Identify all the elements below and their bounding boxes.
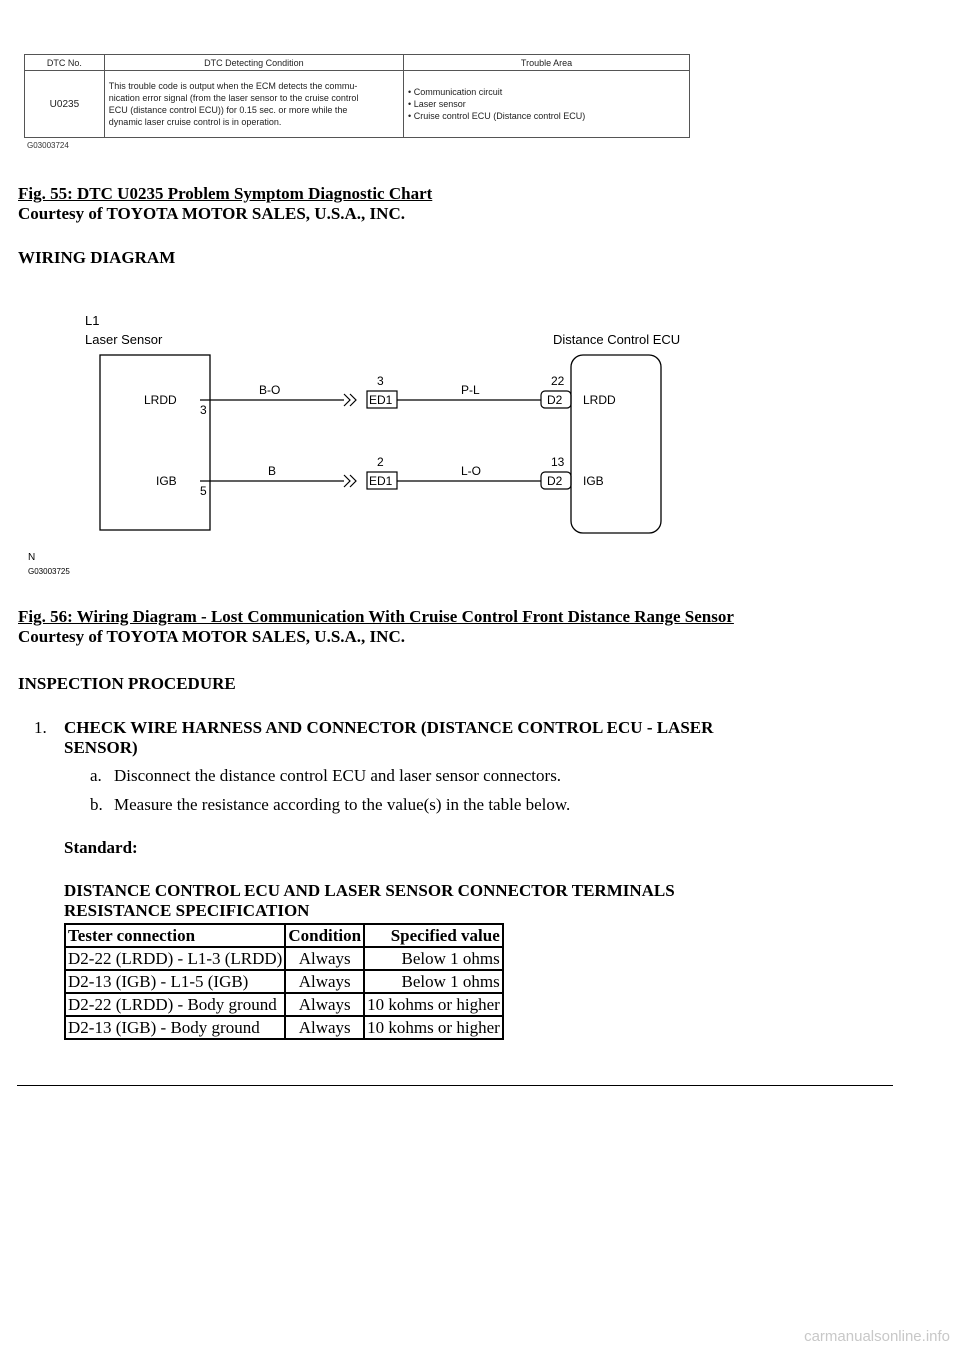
ecu-terminal-igb: IGB xyxy=(583,474,604,488)
d2-connector-label: D2 xyxy=(547,393,563,407)
substep-text-b: Measure the resistance according to the value(s) in the table below. xyxy=(114,795,571,814)
cell-condition: Always xyxy=(285,993,364,1016)
step1-title-line1: CHECK WIRE HARNESS AND CONNECTOR (DISTANCE CONTROL ECU - LASER xyxy=(64,718,714,737)
laser-pin-5: 5 xyxy=(200,484,207,498)
watermark: carmanualsonline.info xyxy=(804,1328,950,1345)
connector-arrow-icon xyxy=(344,394,356,406)
cell-tester-connection: D2-22 (LRDD) - Body ground xyxy=(65,993,285,1016)
header-condition: Condition xyxy=(285,924,364,947)
spec-title-line1: DISTANCE CONTROL ECU AND LASER SENSOR CONNECTOR TERMINALS xyxy=(64,881,675,900)
ecu-pin-22: 22 xyxy=(551,374,565,388)
cell-condition: Always xyxy=(285,947,364,970)
step1-title-line2: SENSOR) xyxy=(64,738,138,757)
dtc-figure-code: G03003724 xyxy=(27,141,69,150)
wiring-figure-code: G03003725 xyxy=(28,567,70,576)
wiring-heading: WIRING DIAGRAM xyxy=(18,248,176,267)
step1-number: 1. xyxy=(34,718,47,737)
cell-condition: Always xyxy=(285,970,364,993)
cell-tester-connection: D2-13 (IGB) - L1-5 (IGB) xyxy=(65,970,285,993)
dtc-condition xyxy=(104,71,403,138)
dtc-code: U0235 xyxy=(25,71,105,138)
laser-terminal-lrdd: LRDD xyxy=(144,393,177,407)
trouble-area-item: • Cruise control ECU (Distance control ECU) xyxy=(408,111,586,121)
laser-sensor-id: L1 xyxy=(85,313,100,328)
connector-arrow-icon xyxy=(344,475,356,487)
dtc-condition-line: This trouble code is output when the ECM detects the commu- xyxy=(108,81,358,91)
cell-condition: Always xyxy=(285,1016,364,1039)
laser-sensor-name: Laser Sensor xyxy=(85,332,163,347)
dtc-header-condition: DTC Detecting Condition xyxy=(104,55,403,71)
ed1-connector-label: ED1 xyxy=(369,474,393,488)
substep-marker-b: b. xyxy=(90,795,103,814)
wire-color-b-o: B-O xyxy=(259,383,281,397)
ecu-pin-13: 13 xyxy=(551,455,565,469)
ecu-box xyxy=(571,355,661,533)
cell-specified-value: 10 kohms or higher xyxy=(364,1016,503,1039)
table-row xyxy=(65,970,503,993)
spec-title-line2: RESISTANCE SPECIFICATION xyxy=(64,901,310,920)
laser-pin-3: 3 xyxy=(200,403,207,417)
section-divider xyxy=(17,1085,893,1086)
dtc-condition-line: nication error signal (from the laser sensor to the cruise control xyxy=(108,93,359,103)
fig56-courtesy: Courtesy of TOYOTA MOTOR SALES, U.S.A., INC. xyxy=(18,627,405,646)
wire-color-b: B xyxy=(268,464,277,478)
wiring-corner-label: N xyxy=(28,552,36,563)
trouble-area-item: • Communication circuit xyxy=(408,87,503,97)
ecu-terminal-lrdd: LRDD xyxy=(583,393,616,407)
ecu-name: Distance Control ECU xyxy=(553,332,681,347)
trouble-area-item: • Laser sensor xyxy=(408,99,466,109)
ed1-connector-label: ED1 xyxy=(369,393,393,407)
substep-text-a: Disconnect the distance control ECU and laser sensor connectors. xyxy=(114,766,562,785)
dtc-condition-line: dynamic laser cruise control is in operation. xyxy=(108,117,282,127)
d2-connector-label: D2 xyxy=(547,474,563,488)
dtc-trouble-areas xyxy=(404,71,690,138)
dtc-condition-line: ECU (distance control ECU)) for 0.15 sec. or more while the xyxy=(108,105,348,115)
inspection-heading: INSPECTION PROCEDURE xyxy=(18,674,236,693)
dtc-header-area: Trouble Area xyxy=(404,55,690,71)
cell-tester-connection: D2-13 (IGB) - Body ground xyxy=(65,1016,285,1039)
table-row xyxy=(65,1016,503,1039)
cell-specified-value: Below 1 ohms xyxy=(364,970,503,993)
fig55-courtesy: Courtesy of TOYOTA MOTOR SALES, U.S.A., INC. xyxy=(18,204,405,223)
standard-label: Standard: xyxy=(64,838,138,857)
wire-color-p-l: P-L xyxy=(461,383,480,397)
resistance-spec-table xyxy=(64,923,504,1040)
table-header-row xyxy=(65,924,503,947)
substep-marker-a: a. xyxy=(90,766,102,785)
wire-color-l-o: L-O xyxy=(461,464,482,478)
dtc-figure xyxy=(24,54,690,138)
laser-sensor-box xyxy=(100,355,210,530)
dtc-table xyxy=(24,54,690,138)
table-row xyxy=(65,947,503,970)
header-tester-connection: Tester connection xyxy=(65,924,285,947)
fig55-caption[interactable]: Fig. 55: DTC U0235 Problem Symptom Diagnostic Chart xyxy=(18,184,433,203)
wiring-diagram xyxy=(26,305,716,580)
header-specified-value: Specified value xyxy=(364,924,503,947)
cell-specified-value: Below 1 ohms xyxy=(364,947,503,970)
ed1-pin-2: 2 xyxy=(377,455,384,469)
cell-specified-value: 10 kohms or higher xyxy=(364,993,503,1016)
dtc-header-no: DTC No. xyxy=(25,55,105,71)
ed1-pin-3: 3 xyxy=(377,374,384,388)
laser-terminal-igb: IGB xyxy=(156,474,177,488)
cell-tester-connection: D2-22 (LRDD) - L1-3 (LRDD) xyxy=(65,947,285,970)
table-row xyxy=(65,993,503,1016)
fig56-caption[interactable]: Fig. 56: Wiring Diagram - Lost Communication With Cruise Control Front Distance Range Sensor xyxy=(18,607,734,626)
